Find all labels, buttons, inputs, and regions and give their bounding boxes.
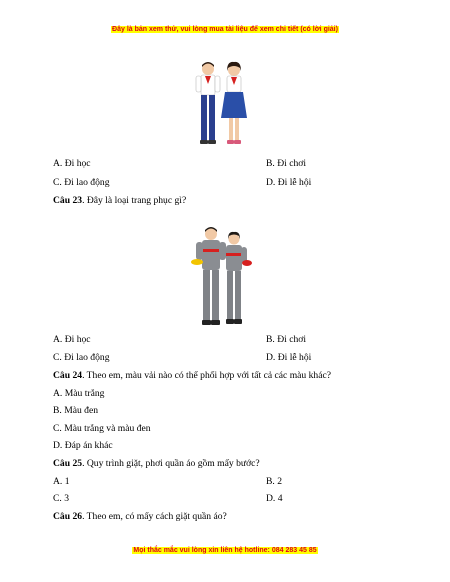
option-b: B. Đi chơi (266, 158, 306, 169)
option-a: A. 1 (53, 476, 70, 487)
question-number: Câu 26 (53, 511, 83, 522)
option-a: A. Đi học (53, 334, 91, 345)
option-d: D. Đi lễ hội (266, 177, 312, 188)
option-c: C. 3 (53, 493, 69, 504)
question-number: Câu 23 (53, 195, 83, 206)
option-d: D. Đáp án khác (53, 440, 113, 451)
question-number: Câu 25 (53, 458, 83, 469)
question-25 (53, 458, 260, 470)
work-uniform-workers-image (191, 225, 253, 329)
option-d: D. Đi lễ hội (266, 352, 312, 363)
option-c: C. Đi lao động (53, 352, 110, 363)
question-23 (53, 195, 186, 207)
question-24 (53, 370, 331, 382)
question-text: . Quy trình giặt, phơi quần áo gồm mấy bước? (82, 458, 260, 469)
school-uniform-children-image (190, 60, 252, 152)
question-text: . Theo em, màu vải nào có thể phối hợp với tất cả các màu khác? (82, 370, 331, 381)
option-d: D. 4 (266, 493, 283, 504)
question-text: . Đây là loại trang phục gì? (82, 195, 187, 206)
preview-banner: Đây là bản xem thử, vui lòng mua tài liệu để xem chi tiết (có lời giải) (112, 26, 338, 33)
question-26 (53, 511, 227, 523)
option-a: A. Đi học (53, 158, 91, 169)
option-c: C. Màu trắng và màu đen (53, 423, 151, 434)
option-b: B. Màu đen (53, 405, 99, 416)
hotline-banner: Mọi thắc mắc vui lòng xin liên hệ hotline: 084 283 45 85 (133, 547, 317, 554)
option-b: B. Đi chơi (266, 334, 306, 345)
question-text: . Theo em, có mấy cách giặt quần áo? (82, 511, 227, 522)
option-c: C. Đi lao động (53, 177, 110, 188)
option-b: B. 2 (266, 476, 282, 487)
question-number: Câu 24 (53, 370, 83, 381)
option-a: A. Màu trắng (53, 388, 105, 399)
